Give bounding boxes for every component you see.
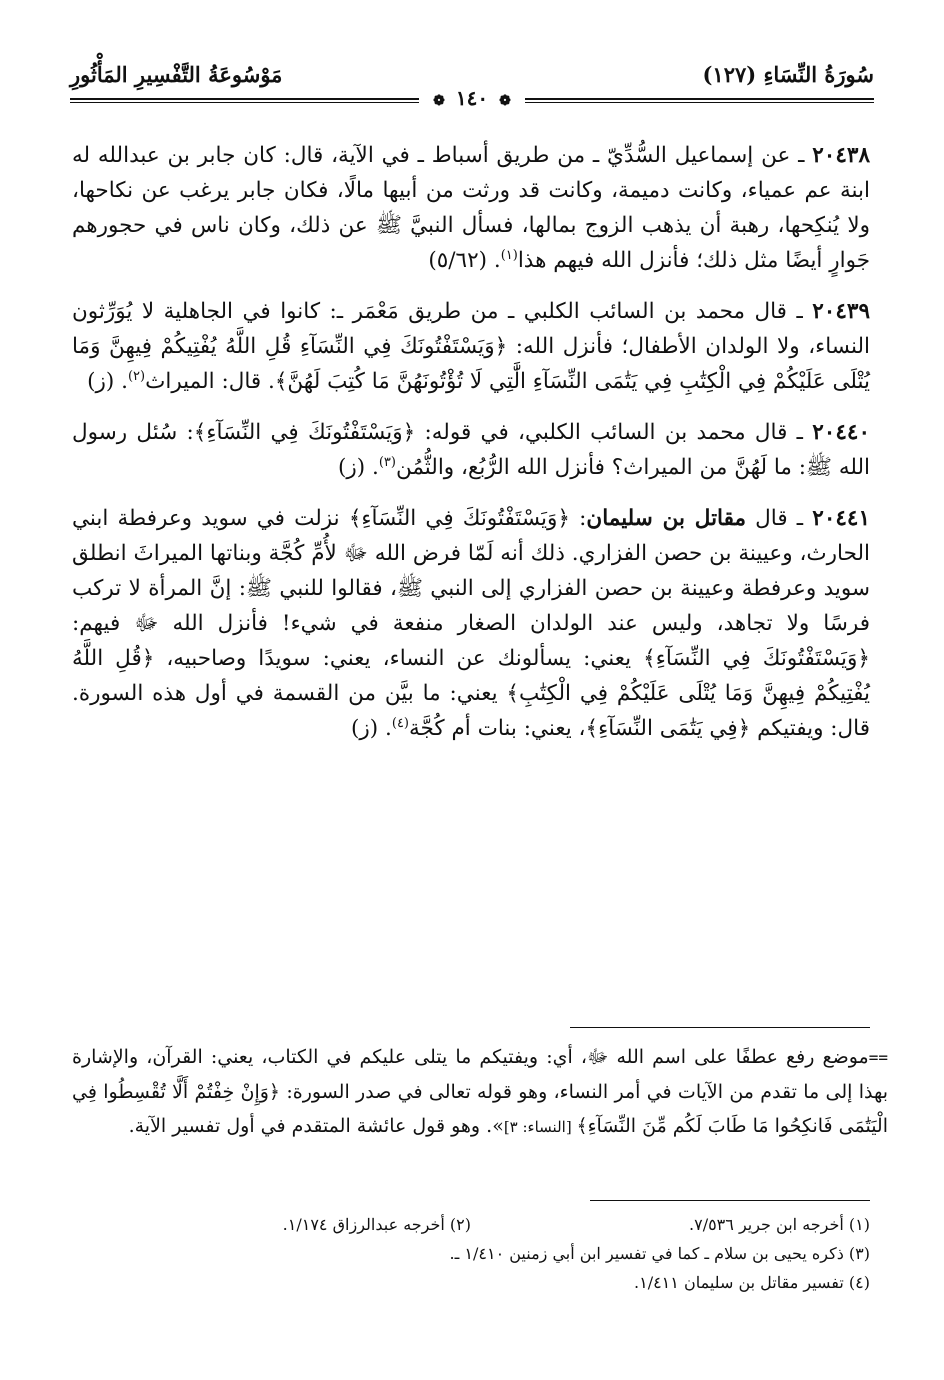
entry-text: نزلت في سويد وعرفطة ابني الحارث، وعيينة بن حصن الفزاري. ذلك أنه لَمّا فرض الله ﷻ لأُمِّ كُجَّة وبناتها الميراثَ انطلق سويد وعرفطة وعيينة بن حصن الفزاري إلى النبي ﷺ، فقالوا للنبي ﷺ: إنَّ المرأة لا تركب فرسًا ولا تجاهد، وليس عند الولدان الصغار منفعة في شيء! فأنزل الله ﷻ فيهم: (72, 506, 870, 636)
quran-quote: ﴿فِي يَتَٰمَى النِّسَآءِ﴾ (585, 716, 751, 741)
entry-number: ٢٠٤٣٩ (812, 299, 870, 324)
ornament-icon: ❁ (499, 93, 511, 109)
entry-source: . (ز) (351, 716, 392, 741)
narrator-name: مقاتل بن سليمان (586, 506, 747, 531)
footnote-1: (١) أخرجه ابن جرير ٧/٥٣٦. (689, 1215, 870, 1234)
footnote-ref: (١) (500, 247, 518, 263)
entry-text: . قال: الميراث (145, 369, 275, 394)
entry-20439 (72, 294, 870, 399)
entry-text: يعني: ما بيَّن من القسمة في أول هذه السورة. قال: ويفتيكم (72, 681, 870, 741)
quran-quote: ﴿وَيَسْتَفْتُونَكَ فِي النِّسَآءِ﴾ (348, 506, 570, 531)
page-number-box (419, 86, 525, 110)
verse-reference: [النساء: ٣] (503, 1118, 577, 1136)
book-title: مَوْسُوعَةُ التَّفْسِيرِ المَأْثُورِ (70, 62, 283, 87)
quran-quote: ﴿وَيَسْتَفْتُونَكَ فِي النِّسَآءِ﴾ (643, 646, 871, 671)
entry-source: . (ز) (338, 455, 379, 480)
note-text: ». وهو قول عائشة المتقدم في أول تفسير الآية. (128, 1115, 504, 1137)
quran-quote: ﴿وَيَسْتَفْتُونَكَ فِي النِّسَآءِ قُلِ اللَّهُ يُفْتِيكُمْ فِيهِنَّ وَمَا يُتْلَى عَلَيْكُمْ فِي الْكِتَٰبِ فِي يَتَٰمَى النِّسَآءِ الَّٰتِي لَا تُؤْتُونَهُنَّ مَا كُتِبَ لَهُنَّ﴾ (72, 334, 870, 394)
main-text (72, 138, 870, 762)
page-number: ١٤٠ (455, 86, 489, 110)
surah-title: سُورَةُ النِّسَاءِ (١٢٧) (702, 62, 874, 87)
ornament-icon: ❁ (433, 93, 445, 109)
footnotes (72, 1210, 870, 1297)
entry-text: ـ قال محمد بن السائب الكلبي ـ من طريق مَعْمَر ـ: كانوا في الجاهلية لا يُوَرِّثون النساء، ولا الولدان الأطفال؛ فأنزل الله: (72, 299, 871, 359)
entry-text: ـ قال محمد بن السائب الكلبي، في قوله: (415, 420, 813, 445)
footnote-3: (٣) ذكره يحيى بن سلام ـ كما في تفسير ابن أبي زمنين ١/٤١٠ ـ. (449, 1244, 870, 1263)
footnote-2: (٢) أخرجه عبدالرزاق ١/١٧٤. (282, 1215, 471, 1234)
entry-text: ـ عن إسماعيل السُّدِّيّ ـ من طريق أسباط ـ في الآية، قال: كان جابر بن عبدالله له ابنة عم عمياء، وكانت دميمة، وكانت قد ورثت من أبيها مالًا، فكان جابر يرغب عن نكاحها، ولا يُنكِحها، رهبة أن يذهب الزوج بمالها، فسأل النبيَّ ﷺ عن ذلك، وكان ناس في حجورهم جَوارٍ أيضًا مثل ذلك؛ فأنزل الله فيهم هذا (72, 143, 870, 273)
entry-source: . (ز) (87, 369, 128, 394)
entry-text: ، يعني: بنات أم كُجَّة (409, 716, 586, 741)
entry-number: ٢٠٤٣٨ (812, 143, 870, 168)
footnote-separator (590, 1200, 870, 1201)
entry-20438 (72, 138, 870, 278)
continuation-marker: == (868, 1048, 888, 1067)
entry-20440 (72, 415, 870, 485)
footnote-ref: (٢) (127, 368, 146, 384)
footnote-row (72, 1210, 870, 1239)
footnote-ref: (٤) (391, 715, 409, 731)
entry-source: . (٥/٦٢) (428, 248, 501, 273)
entry-text: : (570, 506, 587, 531)
entry-text: ـ قال (746, 506, 813, 531)
quran-quote: ﴿قُلِ اللَّهُ يُفْتِيكُمْ فِيهِنَّ وَمَا يُتْلَى عَلَيْكُمْ فِي الْكِتَٰبِ﴾ (72, 646, 870, 706)
note-separator (570, 1027, 870, 1028)
entry-text: يعني: يسألونك عن النساء، يعني: سويدًا وصاحبيه، (154, 646, 644, 671)
entry-text: : سُئل رسول الله ﷺ: ما لَهُنَّ من الميراث؟ فأنزل الله الرُّبُع، والثُّمُن (72, 420, 870, 480)
page-number-wrap (0, 86, 944, 110)
entry-number: ٢٠٤٤٠ (812, 420, 870, 445)
quran-quote: ﴿وَإِنْ خِفْتُمْ أَلَّا تُقْسِطُوا فِي الْيَتَٰمَى فَانكِحُوا مَا طَابَ لَكُم مِّنَ النِّسَآءِ﴾ (72, 1081, 888, 1137)
entry-20441 (72, 501, 870, 746)
footnote-4: (٤) تفسير مقاتل بن سليمان ١/٤١١. (634, 1273, 870, 1292)
note-text: موضع رفع عطفًا على اسم الله ﷻ، أي: ويفتيكم ما يتلى عليكم في الكتاب، يعني: القرآن، والإشارة بهذا إلى ما تقدم من الآيات في أمر النساء، وهو قوله تعالى في صدر السورة: (72, 1046, 888, 1103)
footnote-ref: (٣) (378, 454, 396, 470)
continuation-note (72, 1040, 888, 1144)
entry-number: ٢٠٤٤١ (812, 506, 871, 531)
quran-quote: ﴿وَيَسْتَفْتُونَكَ فِي النِّسَآءِ﴾ (193, 420, 416, 445)
